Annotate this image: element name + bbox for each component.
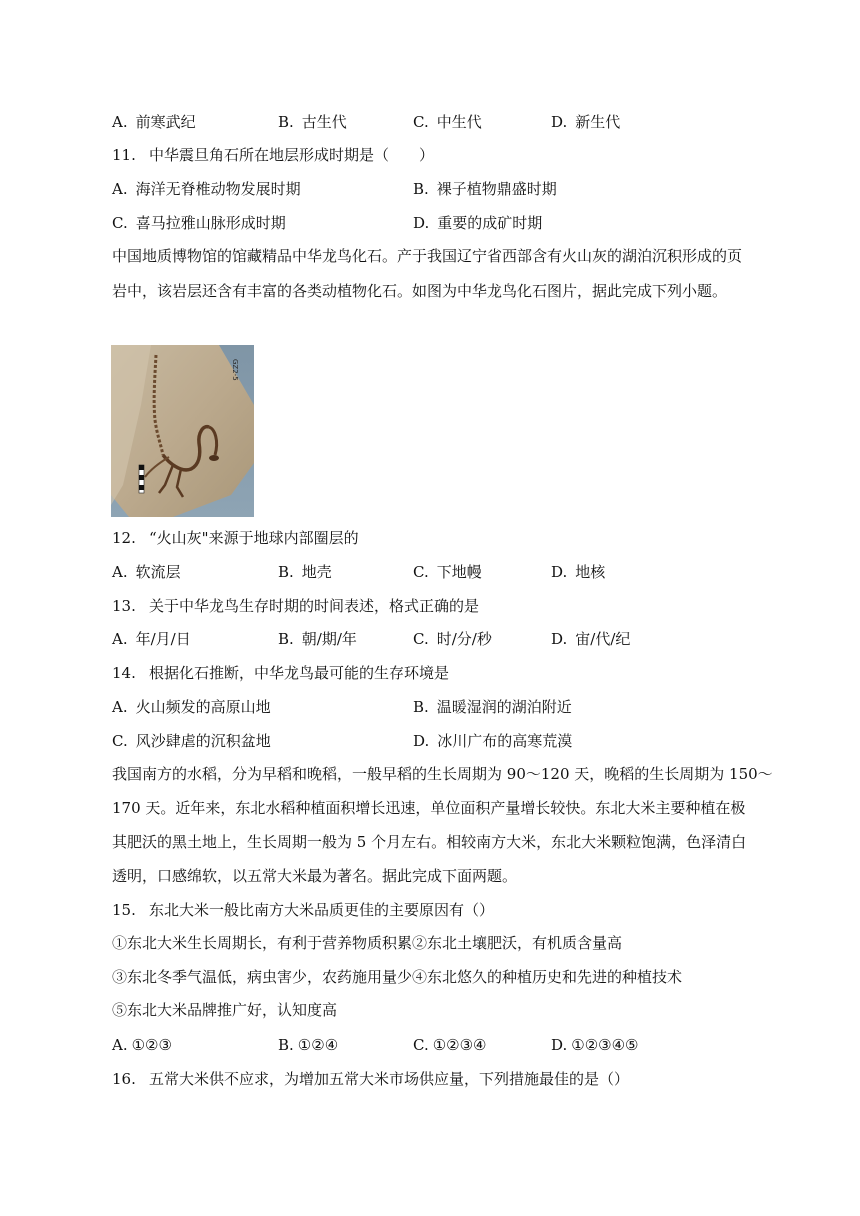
option-key: C. [112, 214, 128, 232]
option-text: 朝/期/年 [301, 630, 357, 648]
q15-option-a [112, 1035, 172, 1055]
option-text: 软流层 [135, 563, 181, 581]
passage1-line-2: 岩中，该岩层还含有丰富的各类动植物化石。如图为中华龙鸟化石图片，据此完成下列小题。 [112, 282, 728, 300]
option-key: A. [112, 563, 128, 581]
question-text: 根据化石推断，中华龙鸟最可能的生存环境是 [149, 664, 450, 682]
option-key: D. [413, 732, 430, 750]
passage2-line-4: 透明，口感绵软，以五常大米最为著名。据此完成下面两题。 [112, 867, 518, 885]
option-text: 前寒武纪 [135, 113, 196, 131]
option-text: 冰川广布的高寒荒漠 [437, 732, 573, 750]
q14-option-d [413, 731, 572, 751]
option-text: 地壳 [301, 563, 332, 581]
q13-option-a [112, 629, 191, 649]
question-number: 15. [112, 901, 136, 919]
q10-option-a [112, 112, 196, 132]
q11-option-b [413, 179, 557, 199]
option-text: 喜马拉雅山脉形成时期 [135, 214, 286, 232]
question-text: “火山灰"来源于地球内部圈层的 [149, 529, 359, 547]
option-text: ①②④ [297, 1036, 339, 1054]
q15-statement-2: ③东北冬季气温低，病虫害少，农药施用量少④东北悠久的种植历史和先进的种植技术 [112, 968, 683, 986]
q15-option-c [413, 1035, 487, 1055]
q10-option-c [413, 112, 482, 132]
q15-option-b [278, 1035, 338, 1055]
q14-option-a [112, 697, 271, 717]
option-text: 海洋无脊椎动物发展时期 [135, 180, 301, 198]
option-text: 风沙肆虐的沉积盆地 [135, 732, 271, 750]
option-key: A. [112, 180, 128, 198]
q14-stem [112, 663, 449, 683]
option-key: A. [112, 113, 128, 131]
q12-stem [112, 528, 359, 548]
option-key: C. [112, 732, 128, 750]
q12-option-d [551, 562, 605, 582]
option-text: ①②③④⑤ [571, 1036, 639, 1054]
q11-stem [112, 145, 434, 165]
question-text: 中华震旦角石所在地层形成时期是（ ） [149, 146, 435, 164]
option-text: 古生代 [301, 113, 347, 131]
option-text: 新生代 [575, 113, 621, 131]
q14-option-c [112, 731, 271, 751]
option-key: B. [278, 630, 294, 648]
question-number: 12. [112, 529, 136, 547]
q13-stem [112, 596, 479, 616]
q13-option-d [551, 629, 630, 649]
option-key: B. [278, 1036, 294, 1054]
question-number: 11. [112, 146, 136, 164]
q11-option-a [112, 179, 301, 199]
question-number: 13. [112, 597, 136, 615]
option-text: 地核 [575, 563, 606, 581]
option-key: D. [413, 214, 430, 232]
question-text: 关于中华龙鸟生存时期的时间表述，格式正确的是 [149, 597, 480, 615]
option-text: 中生代 [436, 113, 482, 131]
option-key: C. [413, 1036, 429, 1054]
q14-option-b [413, 697, 572, 717]
option-text: ①②③ [131, 1036, 172, 1054]
passage1-line-1: 中国地质博物馆的馆藏精品中华龙鸟化石。产于我国辽宁省西部含有火山灰的湖泊沉积形成的页 [112, 247, 743, 265]
q11-option-c [112, 213, 286, 233]
option-text: 裸子植物鼎盛时期 [436, 180, 557, 198]
q10-option-b [278, 112, 347, 132]
q11-option-d [413, 213, 542, 233]
option-text: 年/月/日 [135, 630, 191, 648]
option-text: 重要的成矿时期 [437, 214, 543, 232]
question-number: 14. [112, 664, 136, 682]
passage2-line-3: 其肥沃的黑土地上，生长周期一般为 5 个月左右。相较南方大米，东北大米颗粒饱满，色泽清白 [112, 833, 747, 851]
option-text: 宙/代/纪 [575, 630, 631, 648]
q15-statement-3: ⑤东北大米品牌推广好，认知度高 [112, 1001, 338, 1019]
option-key: C. [413, 563, 429, 581]
question-text: 东北大米一般比南方大米品质更佳的主要原因有（） [149, 901, 495, 919]
q13-option-c [413, 629, 492, 649]
q15-stem [112, 900, 494, 920]
option-key: B. [413, 180, 429, 198]
q15-option-d [551, 1035, 639, 1055]
option-key: A. [112, 1036, 128, 1054]
q15-statement-1: ①东北大米生长周期长，有利于营养物质积累②东北土壤肥沃，有机质含量高 [112, 934, 623, 952]
q12-option-a [112, 562, 181, 582]
option-key: B. [413, 698, 429, 716]
option-key: A. [112, 698, 128, 716]
option-text: 温暖湿润的湖泊附近 [436, 698, 572, 716]
option-text: 时/分/秒 [436, 630, 492, 648]
q12-option-c [413, 562, 482, 582]
option-key: D. [551, 113, 568, 131]
passage2-line-2: 170 天。近年来，东北水稻种植面积增长迅速，单位面积产量增长较快。东北大米主要种植在极 [112, 799, 746, 817]
option-key: C. [413, 630, 429, 648]
passage2-line-1: 我国南方的水稻，分为早稻和晚稻，一般早稻的生长周期为 90～120 天，晚稻的生长周期为 150～ [112, 765, 773, 783]
option-text: 下地幔 [436, 563, 482, 581]
option-key: C. [413, 113, 429, 131]
option-key: B. [278, 113, 294, 131]
option-key: B. [278, 563, 294, 581]
q10-option-d [551, 112, 620, 132]
option-key: D. [551, 1036, 568, 1054]
option-key: A. [112, 630, 128, 648]
option-key: D. [551, 563, 568, 581]
question-number: 16. [112, 1070, 136, 1088]
fossil-photo [111, 345, 254, 517]
option-key: D. [551, 630, 568, 648]
q16-stem [112, 1069, 629, 1089]
specimen-label: GZ2-5 [231, 359, 239, 381]
q12-option-b [278, 562, 332, 582]
option-text: 火山频发的高原山地 [135, 698, 271, 716]
q13-option-b [278, 629, 357, 649]
option-text: ①②③④ [432, 1036, 487, 1054]
question-text: 五常大米供不应求，为增加五常大米市场供应量，下列措施最佳的是（） [149, 1070, 630, 1088]
